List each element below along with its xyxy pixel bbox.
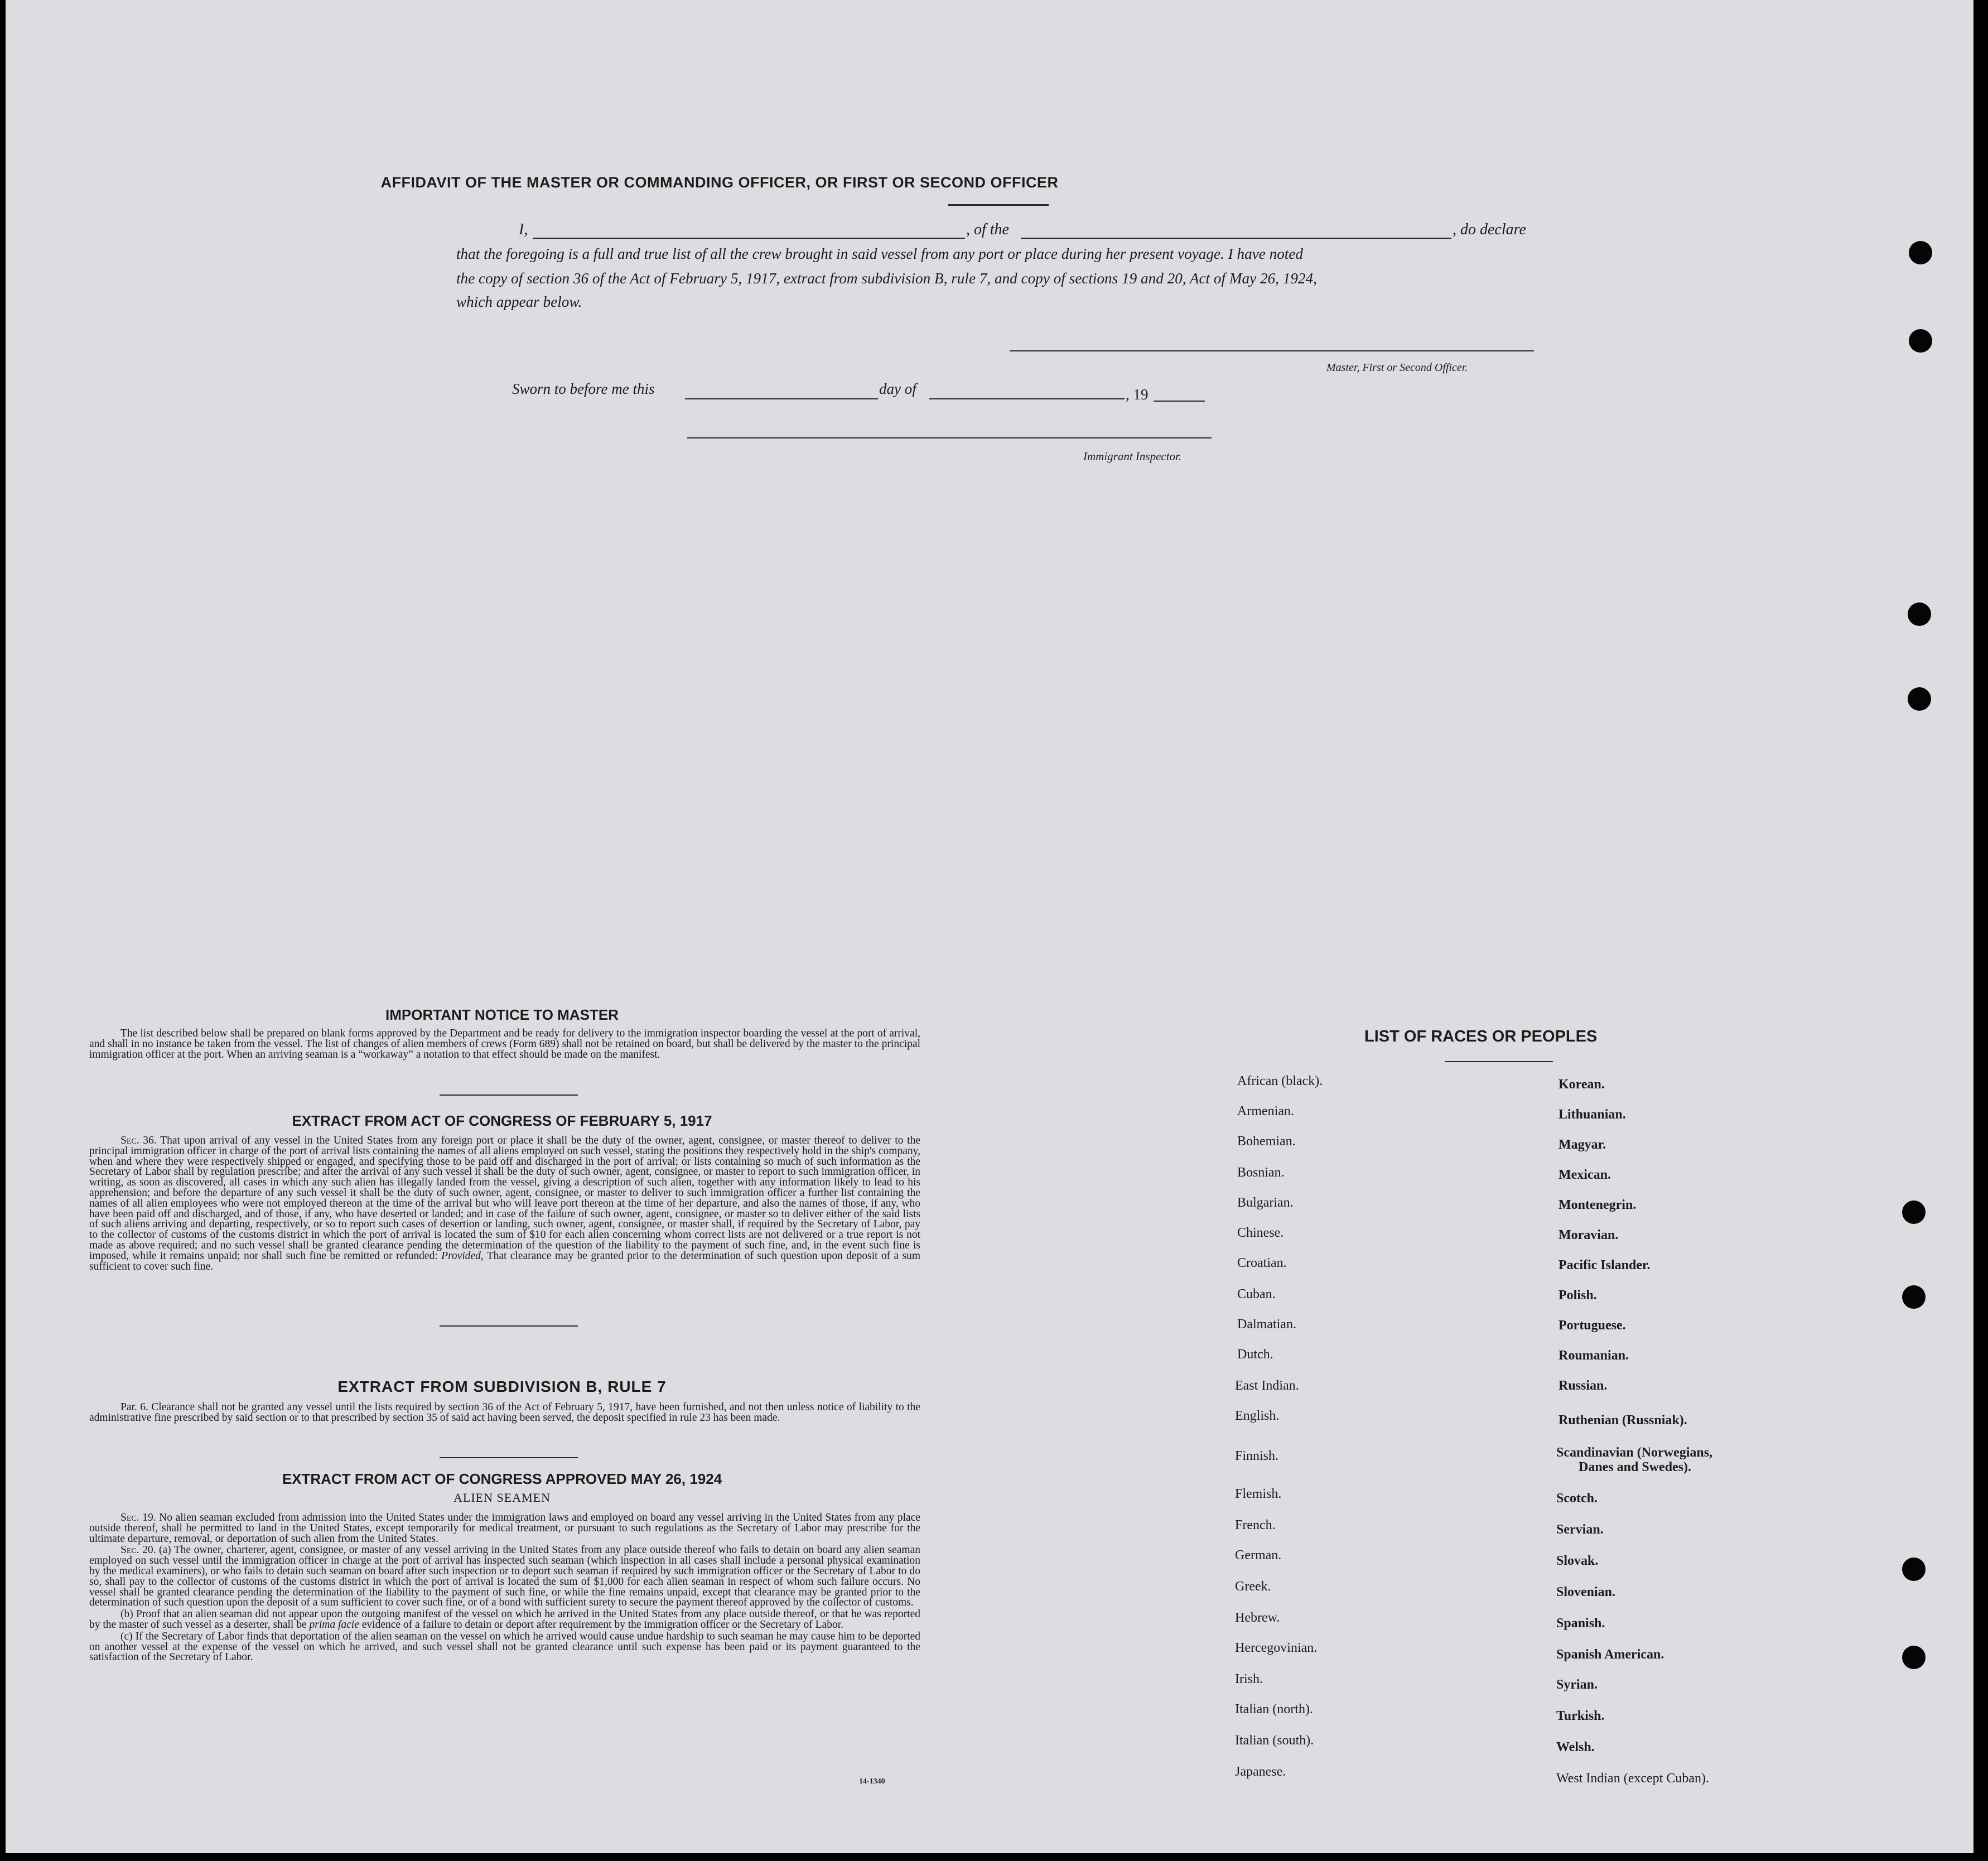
sworn-year: , 19	[1126, 386, 1149, 403]
race-item: Finnish.	[1235, 1449, 1279, 1463]
sec-19-label: Sec. 19.	[120, 1512, 156, 1523]
race-item: Lithuanian.	[1558, 1107, 1626, 1122]
provided-word: Provided,	[441, 1250, 484, 1262]
race-item: Polish.	[1558, 1288, 1597, 1303]
sec-36-text: That upon arrival of any vessel in the United States from any foreign port or place it shall be the duty of the owner, agent, consignee, or master thereof to deliver to the principal immigration officer in charge of the port of arrival lists containing the names of all aliens employed on such vessel, stating the positions they respectively hold in the ship's company, when and where they were respectively shipped or engaged, and specifying those to be paid off and discharged in the port of arrival; or lists containing so much of such information as the Secretary of Labor shall by regulation prescribe; and after the arrival of any such vessel it shall be the duty of such owner, agent, consignee, or master to report to such immigration officer, in writing, as soon as discovered, all cases in which any such alien has illegally landed from the vessel, giving a description of such alien, together with any information likely to lead to his apprehension; and before the departure of any such vessel it shall be the duty of such owner, agent, consignee, or master to deliver to such immigration officer a further list containing the names of all alien employees who were not employed thereon at the time of the arrival but who will leave port thereon at the time of her departure, and also the names of those, if any, who have been paid off and discharged, and of those, if any, who have deserted or landed; and in case of the failure of such owner, agent, consignee, or master so to deliver either of the said lists of such aliens arriving and departing, respectively, or so to report such cases of desertion or landing, such owner, agent, consignee, or master shall, if required by the Secretary of Labor, pay to the collector of customs of the customs district in which the port of arrival is located the sum of $10 for each alien concerning whom correct lists are not delivered or a true report is not made as above required; and no such vessel shall be granted clearance pending the determination of the question of the liability to the payment of such fine, and, in the event such fine is imposed, while it remains unpaid; nor shall such fine be remitted or refunded:	[89, 1135, 920, 1262]
prima-facie: prima facie	[309, 1618, 359, 1631]
title-divider	[948, 204, 1049, 206]
binder-hole	[1902, 1558, 1926, 1581]
race-item: Japanese.	[1235, 1764, 1286, 1779]
binder-hole	[1908, 687, 1931, 711]
race-item: Italian (north).	[1235, 1702, 1313, 1717]
sec-19-body: No alien seaman excluded from admission into the United States under the immigration laws and employed on board any vessel arriving in the United States from any place outside thereof, shall be permitted to land in the United States, except temporarily for medical treatment, or pursuant to such regulations as the Secretary of Labor may prescribe for the ultimate departure, removal, or deportation of such alien from the United States.	[89, 1512, 921, 1545]
section-divider	[440, 1457, 578, 1458]
sec-20b-body: (b) Proof that an alien seaman did not appear upon the outgoing manifest of the vessel on which he arrived in the United States from any place outside thereof, or that he was reported by the master of such vessel as a deserter, shall be	[89, 1608, 920, 1631]
binder-hole	[1902, 1285, 1926, 1309]
races-title: LIST OF RACES OR PEOPLES	[1364, 1028, 1598, 1045]
binder-hole	[1902, 1646, 1926, 1669]
race-item: French.	[1235, 1518, 1276, 1532]
race-item: Dutch.	[1237, 1347, 1273, 1362]
section-divider	[440, 1095, 578, 1096]
race-item: Servian.	[1556, 1522, 1604, 1537]
binder-hole	[1902, 1201, 1926, 1224]
race-item: Slovenian.	[1556, 1585, 1616, 1599]
rule-7-text: Par. 6. Clearance shall not be granted any vessel until the lists required by section 36 of the Act of February 5, 1917, have been furnished, and not then unless notice of liability to the administrative fine prescribed by said section or to that prescribed by section 35 of said act having been served, the deposit specified in rule 23 has been made.	[89, 1401, 920, 1424]
race-item: Bulgarian.	[1237, 1195, 1294, 1210]
binder-hole	[1908, 602, 1931, 626]
extract-1924-title: EXTRACT FROM ACT OF CONGRESS APPROVED MAY 26, 1924	[282, 1471, 722, 1487]
extract-1917-title: EXTRACT FROM ACT OF CONGRESS OF FEBRUARY 5, 1917	[292, 1112, 712, 1129]
sec-20-label: Sec. 20.	[120, 1544, 156, 1556]
race-item: Chinese.	[1237, 1226, 1284, 1240]
race-item: Spanish.	[1556, 1616, 1605, 1631]
race-item: Hebrew.	[1235, 1611, 1280, 1625]
name-blank[interactable]	[533, 238, 965, 239]
extract-1917-block	[89, 1136, 920, 1272]
binder-hole	[1909, 329, 1932, 353]
race-item: West Indian (except Cuban).	[1556, 1771, 1709, 1786]
sec-36-text-end: That clearance may be granted prior to the determination of such question upon deposit of a sum sufficient to cover such fine.	[89, 1250, 920, 1272]
race-item: Mexican.	[1558, 1168, 1611, 1182]
sec-36-label: Sec. 36.	[120, 1135, 157, 1146]
sworn-day-of: day of	[879, 380, 916, 397]
vessel-blank[interactable]	[1021, 238, 1451, 239]
race-item: Ruthenian (Russniak).	[1558, 1413, 1687, 1428]
race-item: Montenegrin.	[1558, 1198, 1637, 1212]
notice-text: The list described below shall be prepared on blank forms approved by the Department and be ready for delivery to the immigration inspector boarding the vessel at the port of arrival, and shall in no instance be taken from the vessel. The list of changes of alien members of crews (Form 689) shall not be retained on board, but shall be delivered by the master to the principal immigration officer at the port. When an arriving seaman is a “workaway” a notation to that effect should be made on the manifest.	[89, 1028, 920, 1060]
sworn-day-blank[interactable]	[685, 398, 878, 399]
affidavit-line-3: the copy of section 36 of the Act of February 5, 1917, extract from subdivision B, rule 7, and copy of sections 19 and 20, Act of May 26, 1924,	[456, 270, 1317, 287]
race-item: Pacific Islander.	[1558, 1258, 1651, 1272]
sworn-prefix: Sworn to before me this	[512, 380, 655, 397]
race-item: Croatian.	[1237, 1256, 1287, 1270]
race-item: German.	[1235, 1548, 1282, 1563]
alien-seamen-subtitle: ALIEN SEAMEN	[453, 1491, 551, 1505]
race-item: Armenian.	[1237, 1104, 1294, 1118]
affidavit-line-1	[519, 221, 528, 239]
race-item: Bosnian.	[1237, 1165, 1285, 1180]
sworn-year-blank[interactable]	[1154, 401, 1205, 402]
race-item: Roumanian.	[1558, 1348, 1629, 1363]
sworn-month-blank[interactable]	[929, 398, 1125, 399]
race-item: Magyar.	[1558, 1137, 1606, 1152]
notice-title: IMPORTANT NOTICE TO MASTER	[385, 1006, 619, 1023]
race-item: Scandinavian (Norwegians,	[1556, 1445, 1713, 1460]
race-item: Russian.	[1558, 1378, 1608, 1393]
race-item: Portuguese.	[1558, 1318, 1626, 1333]
race-item: Spanish American.	[1556, 1647, 1664, 1662]
race-item: Flemish.	[1235, 1487, 1282, 1501]
sec-20a-text	[89, 1545, 920, 1608]
affidavit-line-2: that the foregoing is a full and true list of all the crew brought in said vessel from any port or place during her present voyage. I have noted	[456, 245, 1304, 262]
race-item: Danes and Swedes).	[1579, 1460, 1692, 1474]
sec-20b-body-end: evidence of a failure to detain or deport after requirement by the immigration officer or the Secretary of Labor.	[361, 1618, 843, 1631]
race-item: English.	[1235, 1409, 1280, 1423]
race-item: Welsh.	[1556, 1740, 1595, 1754]
notice-text-block	[89, 1029, 920, 1060]
race-item: Syrian.	[1556, 1677, 1598, 1692]
binder-hole	[1909, 241, 1932, 264]
rule-7-title: EXTRACT FROM SUBDIVISION B, RULE 7	[337, 1378, 667, 1395]
inspector-caption: Immigrant Inspector.	[1083, 450, 1182, 463]
race-item: East Indian.	[1235, 1378, 1299, 1393]
race-item: Turkish.	[1556, 1709, 1605, 1723]
sec-20a-body: (a) The owner, charterer, agent, consignee, or master of any vessel arriving in the United States from any place outside thereof who fails to detain on board any alien seaman employed on such vessel until the immigration officer in charge at the port of arrival has inspected such seaman (which inspection in all cases shall include a personal physical examination by the medical examiners), or who fails to detain such seaman on board after such inspection or to deport such seaman if required by such immigration officer or the Secretary of Labor to do so, shall pay to the collector of customs of the customs district in which the port of arrival is located the sum of $1,000 for each alien seaman in respect of whom such failure occurs. No vessel shall be granted clearance pending the determination of the liability to the payment of such fine, or while the fine remains unpaid, except that clearance may be granted prior to the determination of such question upon the deposit of a sum sufficient to cover such fine, or of a bond with sufficient surety to secure the payment thereof approved by the collector of customs.	[89, 1544, 920, 1609]
race-item: Greek.	[1235, 1579, 1271, 1594]
race-item: Dalmatian.	[1237, 1317, 1296, 1332]
extract-1924-block	[89, 1513, 920, 1663]
race-item: Slovak.	[1556, 1554, 1599, 1568]
race-item: Hercegovinian.	[1235, 1641, 1318, 1655]
races-divider	[1445, 1061, 1553, 1062]
rule-7-block	[89, 1402, 920, 1424]
race-item: Irish.	[1235, 1672, 1263, 1686]
race-item: Korean.	[1558, 1077, 1605, 1092]
extract-1917-text	[89, 1136, 920, 1272]
sec-20b-text	[89, 1609, 920, 1631]
affidavit-i: I,	[519, 221, 528, 238]
section-divider	[440, 1325, 578, 1327]
master-signature-caption: Master, First or Second Officer.	[1326, 361, 1468, 374]
race-item: Italian (south).	[1235, 1733, 1314, 1748]
race-item: Cuban.	[1237, 1287, 1276, 1301]
form-number: 14-1340	[859, 1777, 885, 1786]
sec-19-text	[89, 1513, 920, 1544]
race-item: Moravian.	[1558, 1228, 1619, 1242]
sec-20c-text: (c) If the Secretary of Labor finds that deportation of the alien seaman on the vessel on which he arrived would cause undue hardship to such seaman he may cause him to be deported on another vessel at the expense of the vessel on which he arrived, and such vessel shall not be granted clearance until such expense has been paid or its payment guaranteed to the satisfaction of the Secretary of Labor.	[89, 1630, 920, 1664]
affidavit-do-declare: , do declare	[1453, 221, 1526, 238]
race-item: Bohemian.	[1237, 1134, 1296, 1149]
master-signature-line[interactable]	[1010, 350, 1534, 351]
form-page	[6, 0, 1973, 1853]
affidavit-title: AFFIDAVIT OF THE MASTER OR COMMANDING OFFICER, OR FIRST OR SECOND OFFICER	[380, 174, 1059, 191]
affidavit-line-4: which appear below.	[456, 293, 582, 310]
inspector-signature-line[interactable]	[687, 437, 1212, 438]
race-item: African (black).	[1237, 1074, 1323, 1088]
race-item: Scotch.	[1556, 1491, 1598, 1506]
affidavit-of-the: , of the	[966, 221, 1009, 238]
